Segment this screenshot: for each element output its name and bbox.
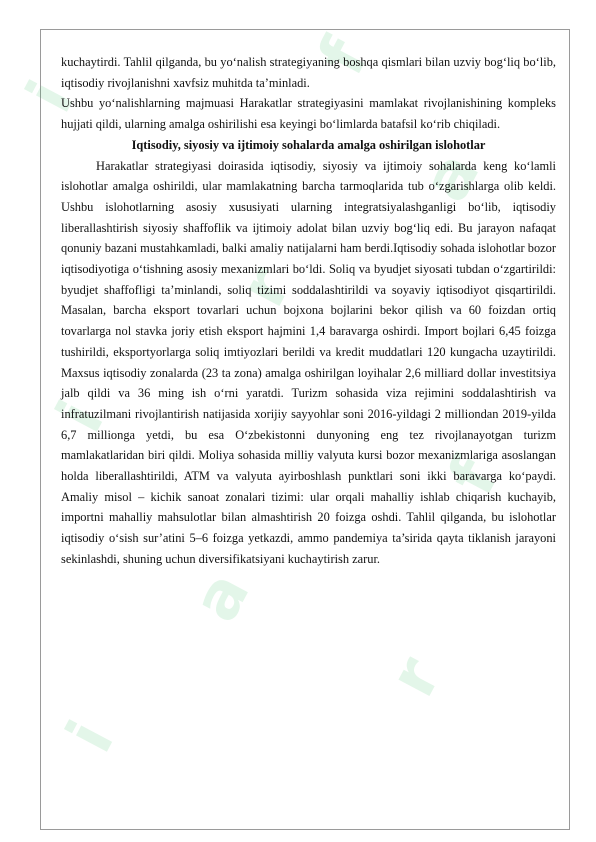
watermark-glyph: f (304, 27, 384, 87)
document-body (61, 52, 556, 570)
watermark-glyph: r (225, 255, 306, 319)
paragraph-summary: Ushbu yo‘nalishlarning majmuasi Harakatlar strategiyasini mamlakat rivojlanishining kompleks hujjati qildi, ularning amalga oshirilishi esa keyingi bo‘limlarda batafsil ko‘rib chiqiladi. (61, 96, 556, 132)
watermark-glyph: a (178, 560, 265, 634)
paragraph-intro: kuchaytirdi. Tahlil qilganda, bu yo‘nalish strategiyaning boshqa qismlari bilan uzviy bog‘liq bo‘lib, iqtisodiy rivojlanishni xavfsiz muhitda ta’minladi. (61, 55, 556, 90)
watermark-glyph: r (375, 645, 456, 709)
watermark-glyph: i (13, 69, 89, 125)
watermark-glyph: a (408, 140, 495, 214)
paragraph-main: Harakatlar strategiyasi doirasida iqtisodiy, siyosiy va ijtimoiy sohalarda keng ko‘lamli islohotlar amalga oshirildi, ular mamlakatning barcha tarmoqlarida tub o‘zgarishlarga olib keldi. Ushbu islohotlarning asosiy xususiyati ularning integratsiyalashganligi bo‘lib, iqtisodiy liberallashtirish siyosiy shaffoflik va ijtimoiy adolat bilan uzviy bog‘liq edi. Bu jarayon nafaqat qonuniy bazani mustahkamladi, balki amaliy natijalarni ham berdi.Iqtisodiy sohada islohotlar bozor iqtisodiyotiga o‘tishning asosiy mexanizmlari bo‘ldi. Soliq va byudjet siyosati tubdan o‘zgartirildi: byudjet shaffofligi ta’minlandi, soliq tizimi soddalashtirildi va soyaviy iqtisodiyot qisqartirildi. Masalan, barcha eksport tovarlari uchun bojxona bojlarini bekor qilish va 60 foizdan ortiq tovarlarga nol stavka joriy etish eksport hajmini 1,4 baravarga oshirdi. Import bojlari 6,45 foizga tushirildi, eksportyorlarga soliq imtiyozlari berildi va kredit muddatlari 120 kungacha uzaytirildi. Maxsus iqtisodiy zonalarda (23 ta zona) amalga oshirilgan loyihalar 2,6 milliard dollar investitsiya jalb qildi va 36 ming ish o‘rni yaratdi. Turizm sohasida viza rejimini soddalashtirish va infratuzilmani rivojlantirish natijasida xorijiy sayyohlar soni 2016-yildagi 2 milliondan 2019-yilda 6,7 millionga yetdi, bu esa O‘zbekistonni dunyoning eng tez rivojlanayotgan turizm mamlakatlaridan biri qildi. Moliya sohasida milliy valyuta kursi bozor mexanizmlariga asoslangan holda liberallashtirildi, ATM va valyuta ayirboshlash punktlari soni ikki baravarga ko‘paydi. Amaliy misol – kichik sanoat zonalari tizimi: ular orqali mahalliy ishlab chiqarish kuchayib, importni mahalliy mahsulotlar bilan almashtirish 20 foizga oshdi. Tahlil qilganda, bu islohotlar iqtisodiy o‘sish sur’atini 5–6 foizga yetkazdi, ammo pandemiya ta’sirida qayta tiklanish jarayoni sekinlashdi, shuning uchun diversifikatsiyani kuchaytirish zarur. (61, 158, 556, 566)
watermark-glyph: f (434, 447, 514, 507)
watermark-glyph: i (53, 709, 129, 765)
watermark-glyph: i (43, 389, 119, 445)
section-heading: Iqtisodiy, siyosiy va ijtimoiy sohalarda amalga oshirilgan islohotlar (131, 137, 486, 152)
